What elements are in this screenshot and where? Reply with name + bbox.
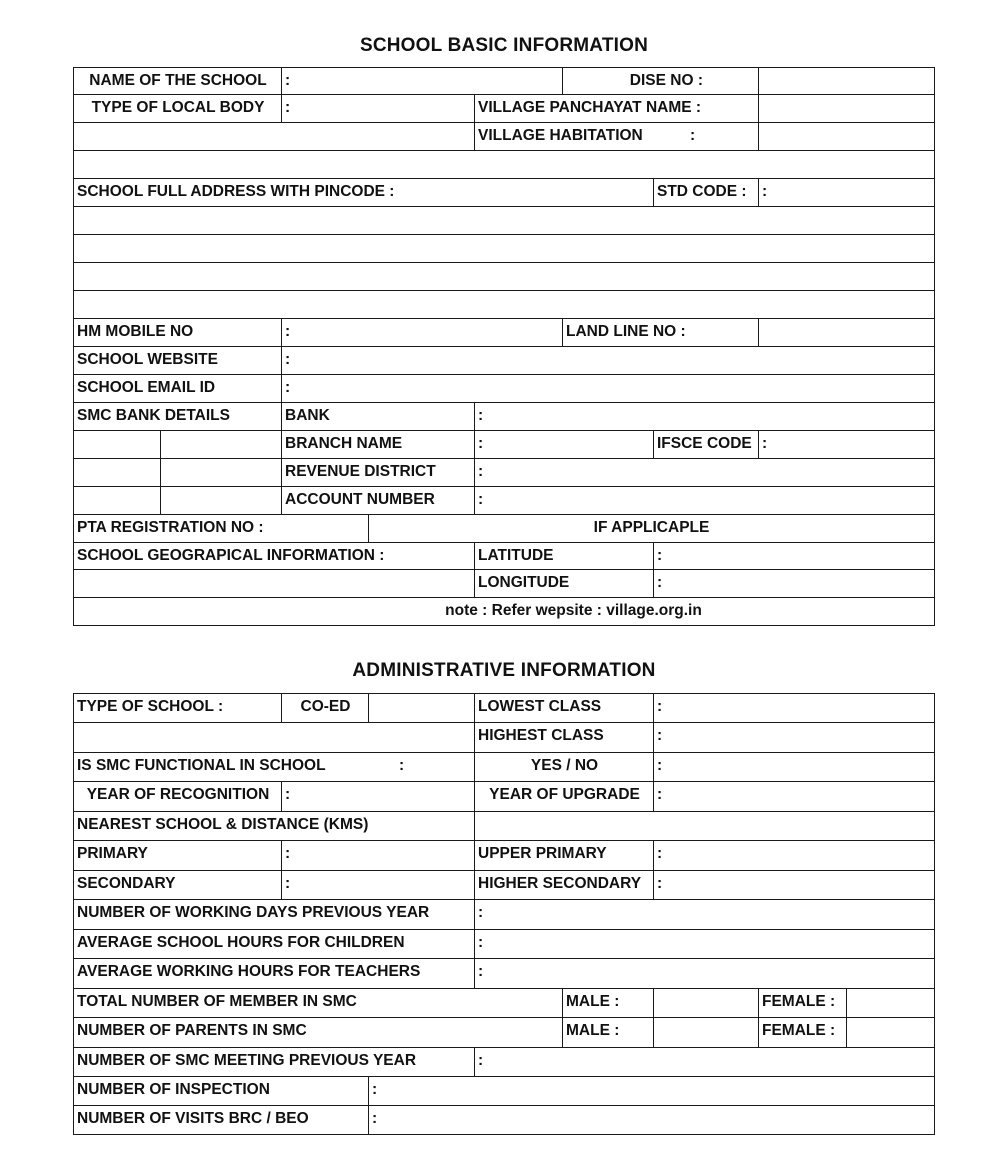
label-parents-male: MALE : <box>562 1017 655 1048</box>
label-inspection: NUMBER OF INSPECTION <box>73 1076 370 1106</box>
label-email: SCHOOL EMAIL ID <box>73 374 283 403</box>
blank-row-3-left <box>73 122 476 151</box>
blank-geo <box>73 569 476 598</box>
label-total-female: FEMALE : <box>758 988 848 1018</box>
input-higher-secondary[interactable]: : <box>653 870 935 900</box>
label-ifsce: IFSCE CODE <box>653 430 760 459</box>
input-hm-mobile[interactable]: : <box>281 318 564 347</box>
input-working-days[interactable]: : <box>474 899 935 930</box>
label-if-applicable: IF APPLICAPLE <box>368 514 935 543</box>
input-address-line-2[interactable] <box>73 234 935 263</box>
label-type-of-school: TYPE OF SCHOOL : <box>73 693 283 723</box>
input-total-male[interactable] <box>653 988 760 1018</box>
label-working-days: NUMBER OF WORKING DAYS PREVIOUS YEAR <box>73 899 476 930</box>
blank-bank-a3 <box>73 486 162 515</box>
label-secondary: SECONDARY <box>73 870 283 900</box>
input-address-line-4[interactable] <box>73 290 935 319</box>
village-habitation-text: VILLAGE HABITATION <box>478 127 643 144</box>
label-total-male: MALE : <box>562 988 655 1018</box>
blank-bank-b3 <box>160 486 283 515</box>
input-email[interactable]: : <box>281 374 935 403</box>
blank-type-of-school[interactable] <box>368 693 476 723</box>
input-yes-no[interactable]: : <box>653 752 935 782</box>
label-account: ACCOUNT NUMBER <box>281 486 476 515</box>
label-full-address: SCHOOL FULL ADDRESS WITH PINCODE : <box>73 178 655 207</box>
input-upper-primary[interactable]: : <box>653 840 935 871</box>
blank-nearest-school <box>474 811 935 841</box>
label-std-code: STD CODE : <box>653 178 760 207</box>
blank-bank-a2 <box>73 458 162 487</box>
blank-row-4 <box>73 150 935 179</box>
label-pta: PTA REGISTRATION NO : <box>73 514 370 543</box>
input-village-panchayat[interactable] <box>758 94 935 123</box>
smc-functional-colon: : <box>399 757 405 774</box>
label-higher-secondary: HIGHER SECONDARY <box>474 870 655 900</box>
label-highest-class: HIGHEST CLASS <box>474 722 655 753</box>
section-title-basic: SCHOOL BASIC INFORMATION <box>359 35 649 56</box>
input-year-upgrade[interactable]: : <box>653 781 935 812</box>
input-village-habitation[interactable] <box>758 122 935 151</box>
label-geo: SCHOOL GEOGRAPICAL INFORMATION : <box>73 542 476 571</box>
input-address-line-3[interactable] <box>73 262 935 291</box>
label-latitude: LATITUDE <box>474 542 655 571</box>
input-total-female[interactable] <box>846 988 935 1018</box>
input-secondary[interactable]: : <box>281 870 476 900</box>
input-address-line-1[interactable] <box>73 206 935 235</box>
input-visits[interactable]: : <box>368 1105 935 1135</box>
input-type-local-body[interactable]: : <box>281 94 476 123</box>
label-visits: NUMBER OF VISITS BRC / BEO <box>73 1105 370 1135</box>
input-ifsce[interactable]: : <box>758 430 935 459</box>
label-nearest-school: NEAREST SCHOOL & DISTANCE (KMS) <box>73 811 476 841</box>
input-primary[interactable]: : <box>281 840 476 871</box>
section-title-administrative: ADMINISTRATIVE INFORMATION <box>352 660 656 681</box>
label-primary: PRIMARY <box>73 840 283 871</box>
blank-bank-a1 <box>73 430 162 459</box>
input-latitude[interactable]: : <box>653 542 935 571</box>
blank-bank-b2 <box>160 458 283 487</box>
label-avg-working-hours: AVERAGE WORKING HOURS FOR TEACHERS <box>73 958 476 989</box>
smc-functional-text: IS SMC FUNCTIONAL IN SCHOOL <box>77 757 326 774</box>
label-avg-school-hours: AVERAGE SCHOOL HOURS FOR CHILDREN <box>73 929 476 959</box>
note-text: note : Refer wepsite : village.org.in <box>73 597 935 626</box>
input-name-of-school[interactable]: : <box>281 67 564 96</box>
label-village-habitation <box>474 122 760 151</box>
label-upper-primary: UPPER PRIMARY <box>474 840 655 871</box>
label-bank: BANK <box>281 402 476 431</box>
input-std-code[interactable]: : <box>758 178 935 207</box>
input-avg-working-hours[interactable]: : <box>474 958 935 989</box>
input-inspection[interactable]: : <box>368 1076 935 1106</box>
label-longitude: LONGITUDE <box>474 569 655 598</box>
label-parents-female: FEMALE : <box>758 1017 848 1048</box>
label-land-line: LAND LINE NO : <box>562 318 760 347</box>
label-revenue: REVENUE DISTRICT <box>281 458 476 487</box>
label-hm-mobile: HM MOBILE NO <box>73 318 283 347</box>
input-branch[interactable]: : <box>474 430 655 459</box>
input-dise-no[interactable] <box>758 67 935 96</box>
label-branch: BRANCH NAME <box>281 430 476 459</box>
blank-bank-b1 <box>160 430 283 459</box>
label-parents-smc: NUMBER OF PARENTS IN SMC <box>73 1017 564 1048</box>
input-parents-male[interactable] <box>653 1017 760 1048</box>
label-yes-no: YES / NO <box>474 752 655 782</box>
input-website[interactable]: : <box>281 346 935 375</box>
label-year-upgrade: YEAR OF UPGRADE <box>474 781 655 812</box>
label-name-of-school: NAME OF THE SCHOOL <box>73 67 283 96</box>
label-smc-bank: SMC BANK DETAILS <box>73 402 283 431</box>
input-longitude[interactable]: : <box>653 569 935 598</box>
input-parents-female[interactable] <box>846 1017 935 1048</box>
blank-row-highest <box>73 722 476 753</box>
label-smc-functional <box>73 752 476 782</box>
label-website: SCHOOL WEBSITE <box>73 346 283 375</box>
label-type-local-body: TYPE OF LOCAL BODY <box>73 94 283 123</box>
label-lowest-class: LOWEST CLASS <box>474 693 655 723</box>
label-smc-meeting: NUMBER OF SMC MEETING PREVIOUS YEAR <box>73 1047 476 1077</box>
input-avg-school-hours[interactable]: : <box>474 929 935 959</box>
input-year-recognition[interactable]: : <box>281 781 476 812</box>
input-lowest-class[interactable]: : <box>653 693 935 723</box>
input-smc-meeting[interactable]: : <box>474 1047 935 1077</box>
input-account[interactable]: : <box>474 486 935 515</box>
village-habitation-colon: : <box>690 127 696 144</box>
input-bank[interactable]: : <box>474 402 935 431</box>
input-highest-class[interactable]: : <box>653 722 935 753</box>
label-total-smc: TOTAL NUMBER OF MEMBER IN SMC <box>73 988 564 1018</box>
label-year-recognition: YEAR OF RECOGNITION <box>73 781 283 812</box>
label-village-panchayat: VILLAGE PANCHAYAT NAME : <box>474 94 760 123</box>
input-land-line[interactable] <box>758 318 935 347</box>
label-dise-no: DISE NO : <box>562 67 760 96</box>
input-revenue[interactable]: : <box>474 458 935 487</box>
value-co-ed[interactable]: CO-ED <box>281 693 370 723</box>
